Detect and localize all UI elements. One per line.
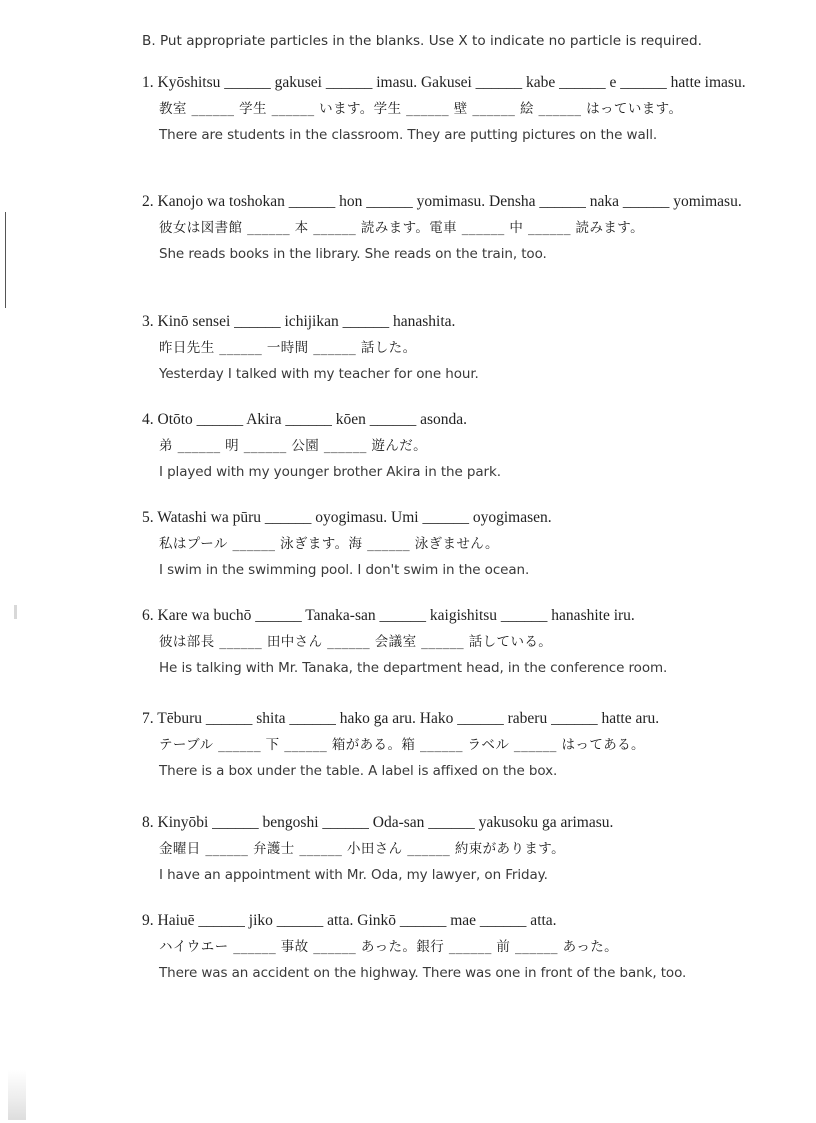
exercise-item [142, 72, 762, 145]
exercise-japanese: ハイウエー ______ 事故 ______ あった。銀行 ______ 前 ______ あった。 [159, 939, 619, 955]
exercise-japanese: テーブル ______ 下 ______ 箱がある。箱 ______ ラベル ______ はってある。 [159, 737, 645, 753]
exercise-romaji: 7. Tēburu ______ shita ______ hako ga aru. Hako ______ raberu ______ hatte aru. [142, 710, 660, 727]
exercise-japanese: 弟 ______ 明 ______ 公園 ______ 遊んだ。 [159, 438, 428, 454]
exercise-item [142, 605, 762, 678]
exercise-japanese: 私はプール ______ 泳ぎます。海 ______ 泳ぎません。 [159, 536, 499, 552]
exercise-item [142, 311, 762, 384]
exercise-item [142, 910, 762, 983]
exercise-japanese: 昨日先生 ______ 一時間 ______ 話した。 [159, 340, 417, 356]
exercise-romaji: 9. Haiuē ______ jiko ______ atta. Ginkō ______ mae ______ atta. [142, 912, 557, 929]
exercise-english: He is talking with Mr. Tanaka, the department head, in the conference room. [159, 660, 668, 676]
exercise-english: There was an accident on the highway. There was one in front of the bank, too. [159, 965, 687, 981]
exercise-item [142, 409, 762, 482]
exercise-japanese: 金曜日 ______ 弁護士 ______ 小田さん ______ 約束があります。 [159, 841, 565, 857]
exercise-english: She reads books in the library. She reads on the train, too. [159, 246, 547, 262]
exercise-romaji: 5. Watashi wa pūru ______ oyogimasu. Umi ______ oyogimasen. [142, 509, 552, 526]
exercise-english: I played with my younger brother Akira in the park. [159, 464, 501, 480]
exercise-romaji: 4. Otōto ______ Akira ______ kōen ______ asonda. [142, 411, 468, 428]
exercise-romaji: 2. Kanojo wa toshokan ______ hon ______ yomimasu. Densha ______ naka ______ yomimasu. [142, 193, 742, 210]
exercise-item [142, 812, 762, 885]
exercise-romaji: 1. Kyōshitsu ______ gakusei ______ imasu. Gakusei ______ kabe ______ e ______ hatte imasu. [142, 74, 746, 91]
margin-line [5, 212, 6, 308]
exercise-english: Yesterday I talked with my teacher for one hour. [159, 366, 479, 382]
exercise-japanese: 彼女は図書館 ______ 本 ______ 読みます。電車 ______ 中 ______ 読みます。 [159, 220, 644, 236]
section-instructions: B. Put appropriate particles in the blanks. Use X to indicate no particle is required. [142, 33, 702, 49]
exercise-romaji: 3. Kinō sensei ______ ichijikan ______ hanashita. [142, 313, 456, 330]
exercise-item [142, 708, 762, 781]
exercise-english: I swim in the swimming pool. I don't swim in the ocean. [159, 562, 530, 578]
exercise-romaji: 6. Kare wa buchō ______ Tanaka-san ______ kaigishitsu ______ hanashite iru. [142, 607, 635, 624]
exercise-japanese: 教室 ______ 学生 ______ います。学生 ______ 壁 ______ 絵 ______ はっています。 [159, 101, 683, 117]
exercise-english: I have an appointment with Mr. Oda, my lawyer, on Friday. [159, 867, 548, 883]
scan-artifact [8, 1070, 26, 1120]
scan-artifact [14, 605, 17, 619]
exercise-item [142, 507, 762, 580]
exercise-english: There is a box under the table. A label is affixed on the box. [159, 763, 558, 779]
exercise-english: There are students in the classroom. They are putting pictures on the wall. [159, 127, 658, 143]
exercise-item [142, 191, 762, 264]
exercise-japanese: 彼は部長 ______ 田中さん ______ 会議室 ______ 話している。 [159, 634, 553, 650]
exercise-romaji: 8. Kinyōbi ______ bengoshi ______ Oda-san ______ yakusoku ga arimasu. [142, 814, 614, 831]
